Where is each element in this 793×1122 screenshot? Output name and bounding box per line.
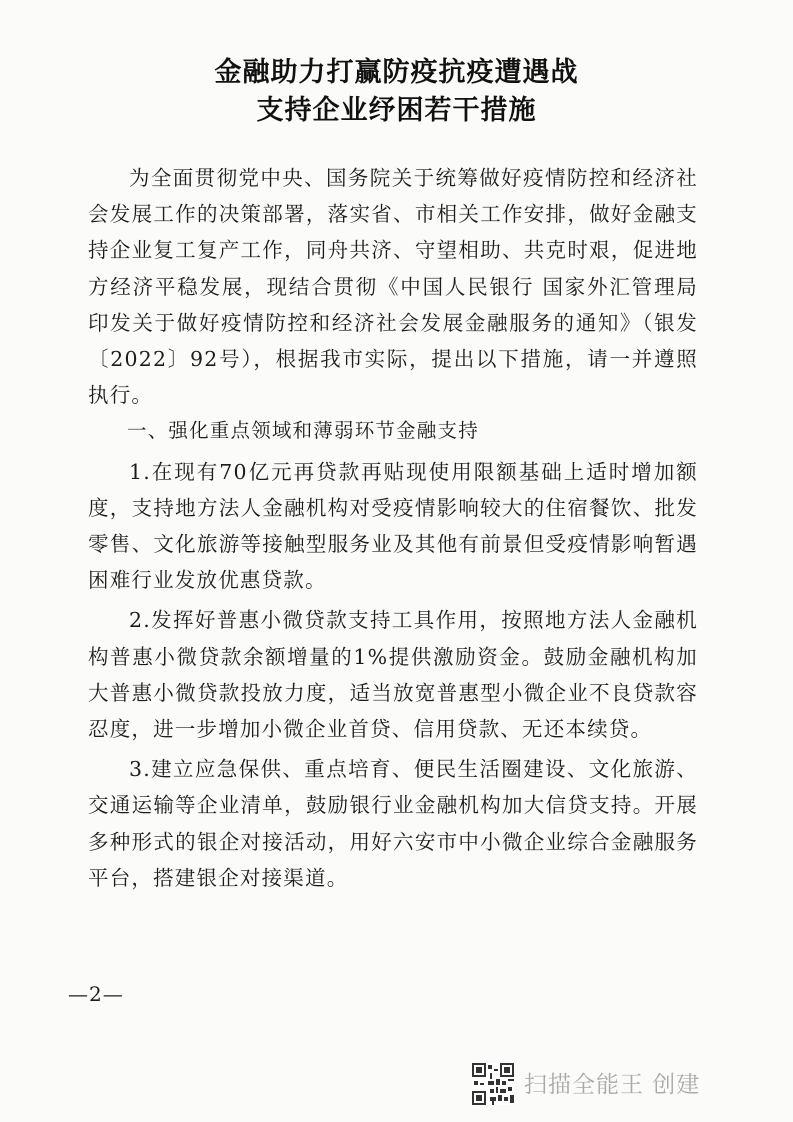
measure-item-2: 2.发挥好普惠小微贷款支持工具作用，按照地方法人金融机构普惠小微贷款余额增量的1%提供激励资金。鼓励金融机构加大普惠小微贷款投放力度，适当放宽普惠型小微企业不良贷款容忍度，进一步增加小微企业首贷、信用贷款、无还本续贷。 xyxy=(88,608,698,742)
document-body xyxy=(88,160,698,896)
document-title-line1: 金融助力打赢防疫抗疫遭遇战 xyxy=(214,57,579,88)
document-title-line2: 支持企业纾困若干措施 xyxy=(256,95,537,126)
page-number: —2— xyxy=(68,982,124,1006)
section-heading: 一、强化重点领域和薄弱环节金融支持 xyxy=(127,419,479,443)
intro-paragraph: 为全面贯彻党中央、国务院关于统筹做好疫情防控和经济社会发展工作的决策部署，落实省、市相关工作安排，做好金融支持企业复工复产工作，同舟共济、守望相助、共克时艰，促进地方经济平稳发展，现结合贯彻《中国人民银行 国家外汇管理局印发关于做好疫情防控和经济社会发展金融服务的通知》（银发〔2022〕92号），根据我市实际，提出以下措施，请一并遵照执行。 xyxy=(88,166,698,408)
measure-item-3: 3.建立应急保供、重点培育、便民生活圈建设、文化旅游、交通运输等企业清单，鼓励银行业金融机构加大信贷支持。开展多种形式的银企对接活动，用好六安市中小微企业综合金融服务平台，搭建银企对接渠道。 xyxy=(88,757,698,890)
scanner-watermark: 扫描全能王 创建 xyxy=(524,1072,701,1098)
qr-code-icon xyxy=(472,1063,514,1105)
measure-item-1: 1.在现有70亿元再贷款再贴现使用限额基础上适时增加额度，支持地方法人金融机构对受疫情影响较大的住宿餐饮、批发零售、文化旅游等接触型服务业及其他有前景但受疫情影响暂遇困难行业发放优惠贷款。 xyxy=(88,459,698,593)
